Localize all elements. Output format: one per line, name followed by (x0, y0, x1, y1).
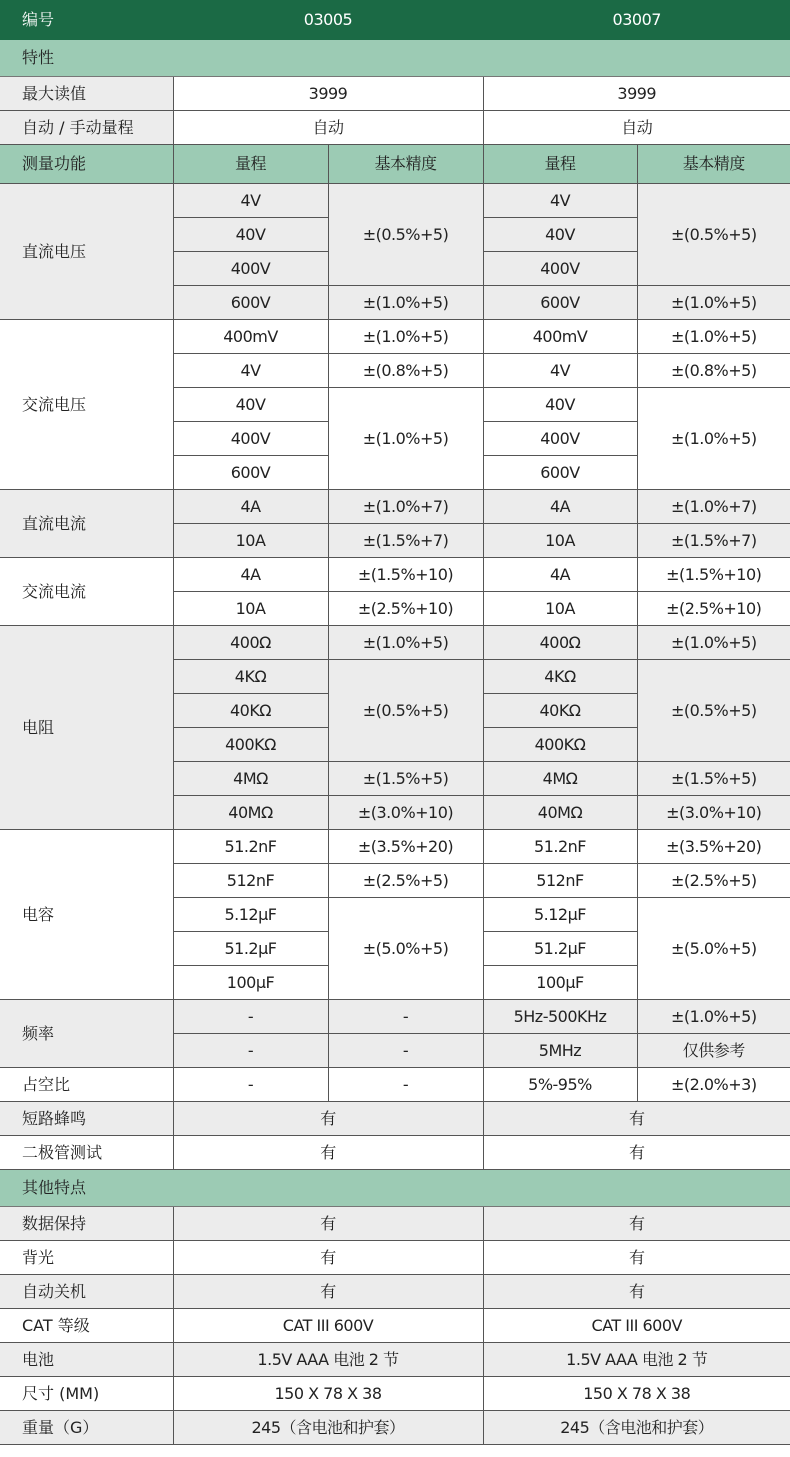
table-row (0, 1411, 790, 1445)
res-a-range: 4MΩ (173, 762, 328, 796)
cap-b-acc: ±(5.0%+5) (637, 898, 790, 1000)
res-a-range: 400Ω (173, 626, 328, 660)
res-b-acc: ±(1.5%+5) (637, 762, 790, 796)
max-reading-row (0, 77, 790, 111)
dca-a-acc: ±(1.0%+7) (328, 490, 483, 524)
res-a-acc: ±(0.5%+5) (328, 660, 483, 762)
freq-a-range: - (173, 1000, 328, 1034)
data-hold-label: 数据保持 (0, 1207, 173, 1241)
dcv-a-range: 600V (173, 286, 328, 320)
table-row (0, 558, 790, 592)
res-a-range: 40KΩ (173, 694, 328, 728)
aca-a-acc: ±(1.5%+10) (328, 558, 483, 592)
aca-b-acc: ±(1.5%+10) (637, 558, 790, 592)
table-row (0, 184, 790, 218)
cat-a: CAT III 600V (173, 1309, 483, 1343)
cap-a-range: 51.2nF (173, 830, 328, 864)
section-features: 特性 (0, 40, 790, 77)
cap-a-acc: ±(3.5%+20) (328, 830, 483, 864)
cap-b-range: 512nF (483, 864, 637, 898)
cap-a-range: 100μF (173, 966, 328, 1000)
dcv-a-acc: ±(0.5%+5) (328, 184, 483, 286)
measure-header-label: 测量功能 (0, 145, 173, 184)
dcv-a-range: 400V (173, 252, 328, 286)
acv-label: 交流电压 (0, 320, 173, 490)
freq-b-range: 5MHz (483, 1034, 637, 1068)
cap-b-range: 100μF (483, 966, 637, 1000)
table-row (0, 830, 790, 864)
dca-a-range: 4A (173, 490, 328, 524)
auto-manual-b: 自动 (483, 111, 790, 145)
cap-b-range: 5.12μF (483, 898, 637, 932)
res-b-range: 40KΩ (483, 694, 637, 728)
dca-b-range: 4A (483, 490, 637, 524)
table-row (0, 1207, 790, 1241)
size-b: 150 X 78 X 38 (483, 1377, 790, 1411)
accuracy-header-b: 基本精度 (637, 145, 790, 184)
backlight-b: 有 (483, 1241, 790, 1275)
table-row (0, 1136, 790, 1170)
auto-off-a: 有 (173, 1275, 483, 1309)
freq-b-range: 5Hz-500KHz (483, 1000, 637, 1034)
data-hold-a: 有 (173, 1207, 483, 1241)
freq-label: 频率 (0, 1000, 173, 1068)
aca-b-acc: ±(2.5%+10) (637, 592, 790, 626)
acv-b-range: 40V (483, 388, 637, 422)
res-b-range: 400Ω (483, 626, 637, 660)
backlight-a: 有 (173, 1241, 483, 1275)
duty-b-range: 5%-95% (483, 1068, 637, 1102)
aca-b-range: 10A (483, 592, 637, 626)
res-b-acc: ±(1.0%+5) (637, 626, 790, 660)
cap-b-range: 51.2μF (483, 932, 637, 966)
acv-a-range: 4V (173, 354, 328, 388)
aca-a-acc: ±(2.5%+10) (328, 592, 483, 626)
model-a-header: 03005 (173, 1, 483, 40)
acv-a-range: 400mV (173, 320, 328, 354)
cap-a-acc: ±(2.5%+5) (328, 864, 483, 898)
cap-a-range: 51.2μF (173, 932, 328, 966)
dca-b-acc: ±(1.5%+7) (637, 524, 790, 558)
table-row (0, 1102, 790, 1136)
cap-b-range: 51.2nF (483, 830, 637, 864)
measure-header-row (0, 145, 790, 184)
weight-label: 重量（G） (0, 1411, 173, 1445)
cat-label: CAT 等级 (0, 1309, 173, 1343)
table-row (0, 1000, 790, 1034)
dcv-b-acc: ±(1.0%+5) (637, 286, 790, 320)
freq-a-acc: - (328, 1000, 483, 1034)
table-row (0, 1068, 790, 1102)
freq-a-acc: - (328, 1034, 483, 1068)
acv-a-acc: ±(0.8%+5) (328, 354, 483, 388)
size-label: 尺寸 (MM) (0, 1377, 173, 1411)
battery-label: 电池 (0, 1343, 173, 1377)
header-label: 编号 (0, 1, 173, 40)
diode-label: 二极管测试 (0, 1136, 173, 1170)
acv-b-range: 4V (483, 354, 637, 388)
cap-a-acc: ±(5.0%+5) (328, 898, 483, 1000)
max-reading-b: 3999 (483, 77, 790, 111)
res-a-acc: ±(3.0%+10) (328, 796, 483, 830)
table-row (0, 1309, 790, 1343)
dcv-b-acc: ±(0.5%+5) (637, 184, 790, 286)
battery-b: 1.5V AAA 电池 2 节 (483, 1343, 790, 1377)
res-b-acc: ±(3.0%+10) (637, 796, 790, 830)
data-hold-b: 有 (483, 1207, 790, 1241)
auto-manual-label: 自动 / 手动量程 (0, 111, 173, 145)
diode-a: 有 (173, 1136, 483, 1170)
dcv-b-range: 40V (483, 218, 637, 252)
auto-manual-a: 自动 (173, 111, 483, 145)
res-label: 电阻 (0, 626, 173, 830)
aca-a-range: 10A (173, 592, 328, 626)
res-b-range: 40MΩ (483, 796, 637, 830)
acv-a-range: 40V (173, 388, 328, 422)
freq-a-range: - (173, 1034, 328, 1068)
header-row (0, 1, 790, 40)
res-b-range: 400KΩ (483, 728, 637, 762)
size-a: 150 X 78 X 38 (173, 1377, 483, 1411)
dcv-a-range: 40V (173, 218, 328, 252)
acv-b-acc: ±(1.0%+5) (637, 320, 790, 354)
battery-a: 1.5V AAA 电池 2 节 (173, 1343, 483, 1377)
dca-b-range: 10A (483, 524, 637, 558)
auto-off-b: 有 (483, 1275, 790, 1309)
dcv-b-range: 400V (483, 252, 637, 286)
range-header-a: 量程 (173, 145, 328, 184)
dcv-a-range: 4V (173, 184, 328, 218)
freq-b-acc: 仅供参考 (637, 1034, 790, 1068)
freq-b-acc: ±(1.0%+5) (637, 1000, 790, 1034)
aca-a-range: 4A (173, 558, 328, 592)
aca-label: 交流电流 (0, 558, 173, 626)
cap-label: 电容 (0, 830, 173, 1000)
acv-b-range: 600V (483, 456, 637, 490)
table-row (0, 1241, 790, 1275)
res-b-acc: ±(0.5%+5) (637, 660, 790, 762)
acv-b-acc: ±(0.8%+5) (637, 354, 790, 388)
res-a-range: 400KΩ (173, 728, 328, 762)
table-row (0, 1343, 790, 1377)
cap-a-range: 512nF (173, 864, 328, 898)
dca-a-acc: ±(1.5%+7) (328, 524, 483, 558)
dcv-b-range: 4V (483, 184, 637, 218)
continuity-a: 有 (173, 1102, 483, 1136)
continuity-label: 短路蜂鸣 (0, 1102, 173, 1136)
table-row (0, 1275, 790, 1309)
auto-off-label: 自动关机 (0, 1275, 173, 1309)
weight-a: 245（含电池和护套） (173, 1411, 483, 1445)
acv-b-range: 400mV (483, 320, 637, 354)
section-other-row (0, 1170, 790, 1207)
acv-a-range: 600V (173, 456, 328, 490)
accuracy-header-a: 基本精度 (328, 145, 483, 184)
diode-b: 有 (483, 1136, 790, 1170)
table-row (0, 626, 790, 660)
aca-b-range: 4A (483, 558, 637, 592)
res-a-acc: ±(1.5%+5) (328, 762, 483, 796)
res-b-range: 4MΩ (483, 762, 637, 796)
backlight-label: 背光 (0, 1241, 173, 1275)
table-row (0, 320, 790, 354)
max-reading-a: 3999 (173, 77, 483, 111)
cat-b: CAT III 600V (483, 1309, 790, 1343)
dca-b-acc: ±(1.0%+7) (637, 490, 790, 524)
section-features-row (0, 40, 790, 77)
res-b-range: 4KΩ (483, 660, 637, 694)
model-b-header: 03007 (483, 1, 790, 40)
duty-a-range: - (173, 1068, 328, 1102)
dca-label: 直流电流 (0, 490, 173, 558)
section-other-features: 其他特点 (0, 1170, 790, 1207)
table-row (0, 1377, 790, 1411)
max-reading-label: 最大读值 (0, 77, 173, 111)
weight-b: 245（含电池和护套） (483, 1411, 790, 1445)
dcv-label: 直流电压 (0, 184, 173, 320)
acv-b-acc: ±(1.0%+5) (637, 388, 790, 490)
cap-b-acc: ±(2.5%+5) (637, 864, 790, 898)
table-row (0, 490, 790, 524)
cap-b-acc: ±(3.5%+20) (637, 830, 790, 864)
dca-a-range: 10A (173, 524, 328, 558)
res-a-range: 40MΩ (173, 796, 328, 830)
acv-b-range: 400V (483, 422, 637, 456)
res-a-acc: ±(1.0%+5) (328, 626, 483, 660)
cap-a-range: 5.12μF (173, 898, 328, 932)
acv-a-acc: ±(1.0%+5) (328, 388, 483, 490)
range-header-b: 量程 (483, 145, 637, 184)
acv-a-range: 400V (173, 422, 328, 456)
dcv-b-range: 600V (483, 286, 637, 320)
res-a-range: 4KΩ (173, 660, 328, 694)
acv-a-acc: ±(1.0%+5) (328, 320, 483, 354)
dcv-a-acc: ±(1.0%+5) (328, 286, 483, 320)
duty-a-acc: - (328, 1068, 483, 1102)
auto-manual-row (0, 111, 790, 145)
continuity-b: 有 (483, 1102, 790, 1136)
duty-label: 占空比 (0, 1068, 173, 1102)
duty-b-acc: ±(2.0%+3) (637, 1068, 790, 1102)
